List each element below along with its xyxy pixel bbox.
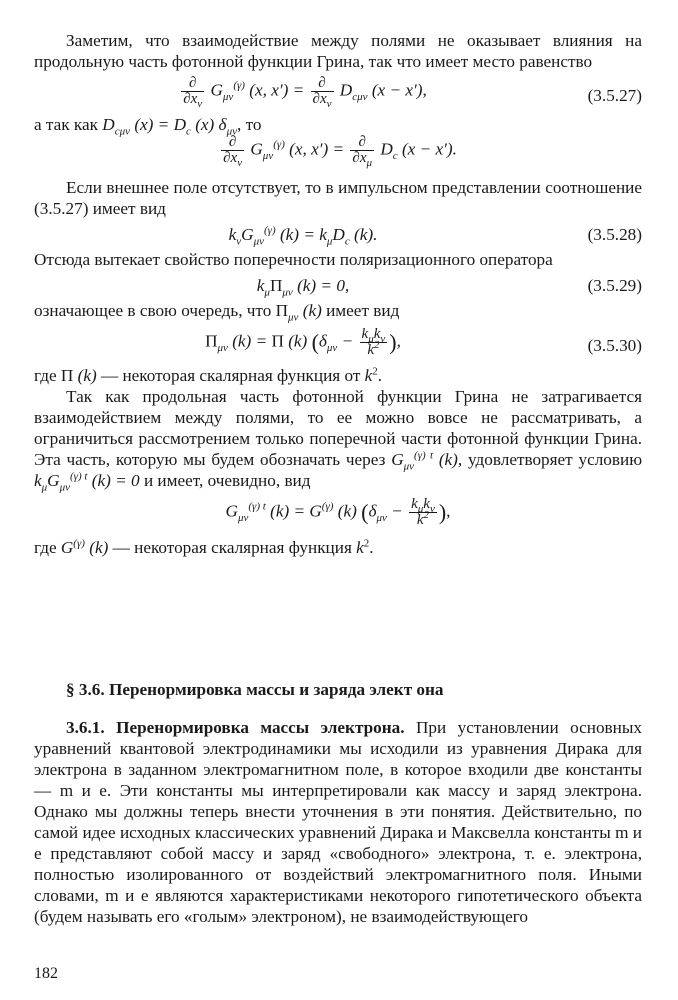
text: При установлении основных уравнений квантовой электродинамики мы исходили из уравнения Дирака для электрона в заданном электромагнитном поле, в которое входили две константы — m и e. Эти константы мы интерпретировали как массу и заряд электрона. Однако мы должны теперь внести уточнения в эти понятия. Действительно, по самой идее исходных классических уравнений Дирака и Максвелла константы m и e представляют собой массу и заряд «свободного» электрона, т. е. электрона, полностью изолированного от воздействий электромагнитного поля. Иными словами, m и e являются характеристиками некоторого гипотетического объекта (будем называть его «голым» электроном), не взаимодействующего bbox=[34, 718, 642, 926]
equation-number: (3.5.27) bbox=[587, 86, 642, 105]
equation-number: (3.5.28) bbox=[587, 225, 642, 244]
equation-3-5-27 bbox=[34, 76, 642, 114]
text: , удовлетворяет условию bbox=[457, 450, 643, 469]
paragraph-2: а так как $D_{c\mu\nu}$ $(x) = D_c$ (x) $\delta_{\mu\nu}$, то bbox=[34, 115, 262, 138]
page-number: 182 bbox=[34, 965, 58, 982]
paragraph-9 bbox=[34, 717, 642, 927]
equation-number: (3.5.30) bbox=[587, 336, 642, 355]
equation-3-5-30 bbox=[34, 321, 642, 365]
text: Так как продольная часть фотонной функции Грина не затрагивается взаимодействием между полями, то ее можно вовсе не рассматривать, а ограничиться рассмотрением только поперечной части фотонной функции Грина. Эта часть, которую мы будем обозначать через bbox=[34, 387, 642, 469]
formula: $G_{\mu\nu}^{(\gamma) t}$ $(k) = G^{(\gamma)}$ (k) ($\delta_{\mu\nu}$ − $\frac{k_\mu k_\nu}{k^2}$ ), bbox=[225, 496, 451, 528]
equation-3-5-28 bbox=[34, 219, 642, 249]
formula: $\frac{\partial}{\partial x_\nu}$ $G_{\mu\nu}^{(\gamma)}$ (x, x′) = $\frac{\partial}{\partial x_\nu}$ $D_{c\mu\nu}$ (x − x′), bbox=[183, 75, 427, 110]
text-block-bottom bbox=[34, 717, 642, 927]
text: где bbox=[34, 538, 57, 557]
paragraph-7: Так как продольная часть фотонной функции Грина не затрагивается взаимодействием между полями, то ее можно вовсе не рассматривать, а ограничиться рассмотрением только поперечной части фотонной функции Грина. Эта часть, которую мы будем обозначать через $G_{\mu\nu}^{(\gamma) t}$ (k), удовлетворяет условию $k_\mu G_{\mu\nu}^{(\gamma) t}$ (k) = 0 и имеет, очевидно, вид bbox=[34, 387, 643, 494]
paragraph-1: Заметим, что взаимодействие между полями не оказывает влияния на продольную часть фотонной функции Грина, так что имеет место равенство bbox=[34, 31, 642, 71]
formula: $k_\mu\Pi_{\mu\nu}$ (k) = 0, bbox=[256, 276, 350, 299]
text: — некоторая скалярная функция bbox=[112, 538, 352, 557]
equation-unnumbered-2 bbox=[34, 491, 642, 537]
text: и имеет, очевидно, вид bbox=[143, 471, 311, 490]
formula: $k_\nu G_{\mu\nu}^{(\gamma)}$ $(k) = k_\mu D_c$ (k). bbox=[228, 224, 378, 248]
paragraph-5: означающее в свою очередь, что $\Pi_{\mu\nu}$ (k) имеет вид bbox=[34, 301, 400, 324]
paragraph-4: Отсюда вытекает свойство поперечности поляризационного оператора bbox=[34, 250, 553, 269]
formula: $\Pi_{\mu\nu}$ (k) = Π (k) ($\delta_{\mu\nu}$ − $\frac{k_\mu k_\nu}{k^2}$ ), bbox=[205, 326, 401, 358]
section-heading: § 3.6. Перенормировка массы и заряда элект она bbox=[66, 680, 444, 699]
text-block-top bbox=[34, 30, 642, 558]
text: где bbox=[34, 366, 57, 385]
subsection-heading: 3.6.1. Перенормировка массы электрона. bbox=[66, 718, 405, 737]
section-block bbox=[34, 679, 642, 700]
equation-unnumbered-1 bbox=[34, 135, 642, 173]
text: а так как bbox=[34, 115, 98, 134]
text: , то bbox=[236, 115, 262, 134]
paragraph-8: где $G^{(\gamma)}$ (k) — некоторая скалярная функция $k^2$. bbox=[34, 537, 374, 557]
equation-number: (3.5.29) bbox=[587, 276, 642, 295]
paragraph-6: где Π (k) — некоторая скалярная функция от $k^2$. bbox=[34, 365, 383, 385]
formula: $\frac{\partial}{\partial x_\nu}$ $G_{\mu\nu}^{(\gamma)}$ (x, x′) = $\frac{\partial}{\partial x_\mu}$ $D_c$ (x − x′). bbox=[223, 134, 457, 169]
text: имеет вид bbox=[326, 301, 400, 320]
equation-3-5-29 bbox=[34, 270, 642, 300]
text: — некоторая скалярная функция от bbox=[100, 366, 361, 385]
paragraph-3: Если внешнее поле отсутствует, то в импульсном представлении соотношение (3.5.27) имеет вид bbox=[34, 178, 642, 218]
text: означающее в свою очередь, что bbox=[34, 301, 272, 320]
